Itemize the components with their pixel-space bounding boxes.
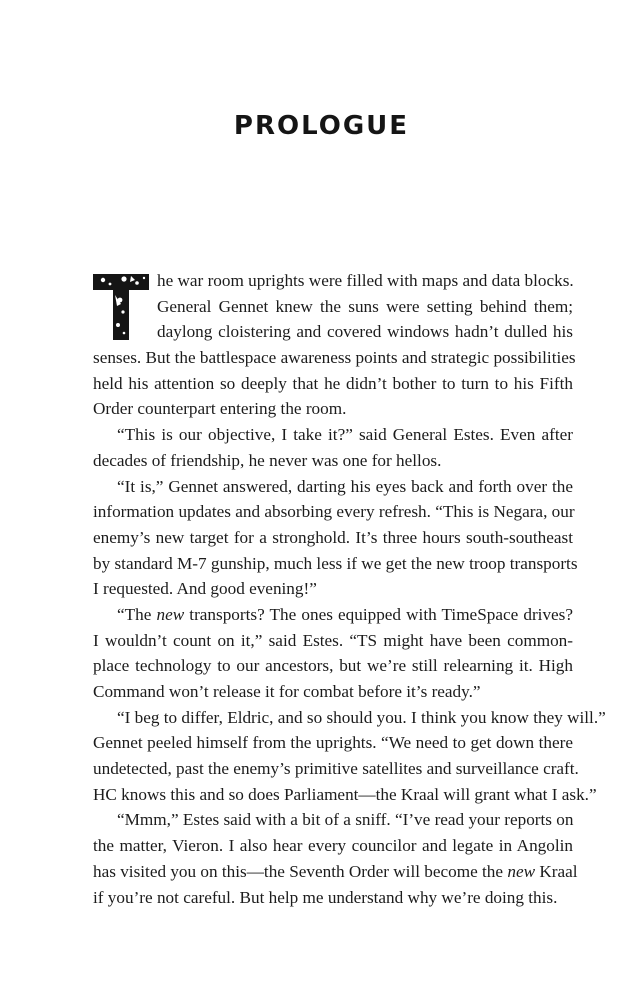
text-span: senses. But the battlespace awareness points and strategic possibilities bbox=[93, 348, 576, 368]
text-line bbox=[93, 756, 579, 782]
text-line bbox=[93, 371, 573, 397]
prologue-body-text bbox=[93, 268, 606, 910]
text-line bbox=[93, 448, 573, 474]
text-line bbox=[93, 705, 606, 731]
text-span: held his attention so deeply that he didn’t bother to turn to his Fifth bbox=[93, 373, 573, 393]
text-line bbox=[93, 499, 573, 525]
text-span: HC knows this and so does Parliament—the Kraal will grant what I ask.” bbox=[93, 784, 597, 804]
text-line bbox=[93, 396, 573, 422]
text-line bbox=[93, 422, 573, 448]
text-span: he war room uprights were filled with maps and data blocks. bbox=[157, 271, 574, 290]
text-span: transports? The ones equipped with TimeSpace drives? bbox=[184, 604, 573, 624]
text-line bbox=[93, 345, 576, 371]
text-span: Kraal bbox=[535, 861, 578, 881]
text-line bbox=[93, 833, 573, 859]
text-line bbox=[93, 885, 573, 911]
italic-text: new bbox=[507, 861, 536, 881]
text-span: “Mmm,” Estes said with a bit of a sniff. “I’ve read your reports on bbox=[117, 810, 574, 830]
text-span: “It is,” Gennet answered, darting his eyes back and forth over the bbox=[117, 476, 573, 496]
italic-text: new bbox=[156, 604, 185, 624]
text-span: undetected, past the enemy’s primitive satellites and surveillance craft. bbox=[93, 759, 579, 779]
text-span: place technology to our ancestors, but we’re still relearning it. High bbox=[93, 656, 573, 676]
text-span: by standard M-7 gunship, much less if we get the new troop transports bbox=[93, 553, 578, 573]
text-line bbox=[93, 602, 573, 628]
text-span: Order counterpart entering the room. bbox=[93, 399, 347, 419]
text-line bbox=[93, 679, 573, 705]
text-span: Command won’t release it for combat before it’s ready.” bbox=[93, 682, 481, 701]
text-line bbox=[93, 525, 573, 551]
text-line bbox=[93, 319, 573, 345]
text-span: “The bbox=[117, 604, 157, 624]
text-span: information updates and absorbing every refresh. “This is Negara, our bbox=[93, 502, 575, 522]
text-span: “This is our objective, I take it?” said General Estes. Even after bbox=[117, 425, 573, 445]
text-span: Gennet peeled himself from the uprights. “We need to get down there bbox=[93, 733, 573, 753]
text-span: decades of friendship, he never was one for hellos. bbox=[93, 450, 442, 470]
text-line bbox=[93, 268, 573, 294]
text-line bbox=[93, 474, 573, 500]
text-span: General Gennet knew the suns were setting behind them; bbox=[157, 296, 573, 316]
text-line bbox=[93, 628, 573, 654]
text-line bbox=[93, 730, 573, 756]
text-span: the matter, Vieron. I also hear every councilor and legate in Angolin bbox=[93, 836, 573, 856]
text-span: if you’re not careful. But help me understand why we’re doing this. bbox=[93, 887, 558, 907]
text-line bbox=[93, 576, 573, 602]
text-span: daylong cloistering and covered windows hadn’t dulled his bbox=[157, 322, 573, 342]
text-line bbox=[93, 782, 597, 808]
text-line bbox=[93, 859, 578, 885]
text-line bbox=[93, 807, 573, 833]
text-span: I requested. And good evening!” bbox=[93, 579, 317, 599]
drop-cap-letter bbox=[91, 270, 151, 342]
text-span: has visited you on this—the Seventh Order will become the bbox=[93, 861, 508, 881]
text-line bbox=[93, 294, 573, 320]
text-line bbox=[93, 653, 573, 679]
text-span: “I beg to differ, Eldric, and so should you. I think you know they will.” bbox=[117, 707, 606, 727]
chapter-title: PROLOGUE bbox=[233, 111, 410, 142]
text-line bbox=[93, 551, 578, 577]
text-span: enemy’s new target for a stronghold. It’s three hours south-southeast bbox=[93, 527, 573, 547]
text-span: I wouldn’t count on it,” said Estes. “TS might have been common- bbox=[93, 630, 573, 650]
